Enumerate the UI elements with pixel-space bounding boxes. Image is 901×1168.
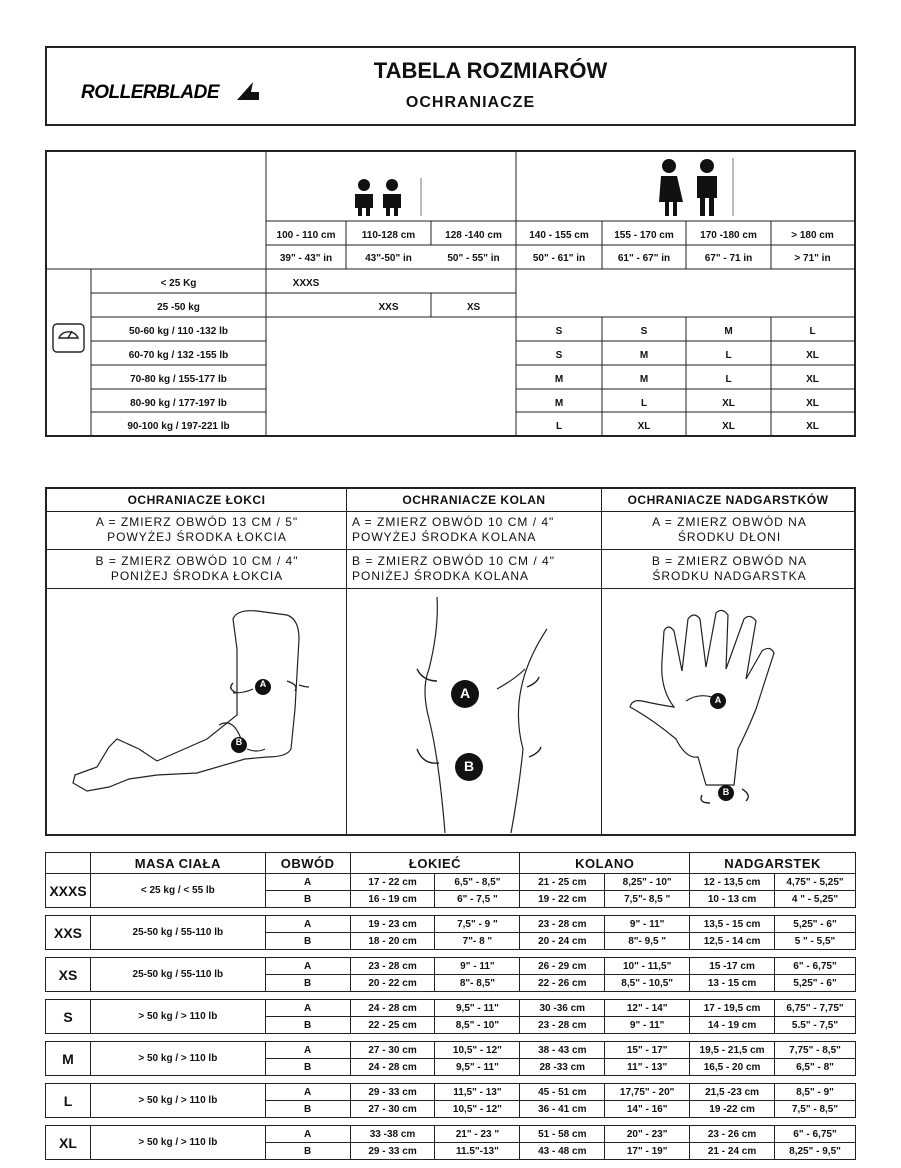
wrist-measure-b: B = ZMIERZ OBWÓD NA ŚRODKU NADGARSTKA [651,554,808,583]
measurement-value: 13,5 - 15 cm [690,916,775,933]
measurement-value: 15 -17 cm [690,958,775,975]
weight-range: > 50 kg / > 110 lb [90,1126,265,1160]
measurement-value: 10" - 11,5" [605,958,690,975]
measurement-value: 8,25" - 10" [605,874,690,891]
measurement-value: 36 - 41 cm [520,1101,605,1118]
weight-label: 70-80 kg / 155-177 lb [130,374,227,385]
measurement-value: 9,5" - 11" [435,1000,520,1017]
measurement-value: 9" - 11" [435,958,520,975]
circumference-label: A [265,874,350,891]
elbow-illustration [47,589,345,833]
weight-range: > 50 kg / > 110 lb [90,1042,265,1076]
weight-label: 25 -50 kg [157,302,200,313]
measurement-value: 8"- 9,5 " [605,933,690,950]
measurement-value: 43 - 48 cm [520,1143,605,1160]
size-cell: S [640,326,648,337]
size-label: M [46,1042,91,1076]
elbow-guard-title: OCHRANIACZE ŁOKCI [127,493,266,507]
measurement-value: 20 - 22 cm [350,975,435,992]
measurement-value: 22 - 26 cm [520,975,605,992]
measurement-value: 10 - 13 cm [690,891,775,908]
kids-height-cm-2: 110-128 cm [361,230,416,241]
measurement-value: 14 - 19 cm [690,1017,775,1034]
row-spacer [46,1034,856,1042]
size-cell: L [725,350,732,361]
adult-height-cm-4: > 180 cm [791,230,834,241]
measurement-value: 9,5" - 11" [435,1059,520,1076]
row-spacer [46,908,856,916]
circumference-label: A [265,1000,350,1017]
size-chart-grid [47,152,854,435]
size-cell: XXS [378,302,399,313]
size-cell: XS [466,302,481,313]
measurement-value: 5 " - 5,5" [775,933,856,950]
measurement-value: 7,5" - 8,5" [775,1101,856,1118]
elbow-measure-a: A = ZMIERZ OBWÓD 13 CM / 5" POWYŻEJ ŚRODKA ŁOKCIA [95,515,299,544]
measurement-value: 30 -36 cm [520,1000,605,1017]
knee-measure-a: A = ZMIERZ OBWÓD 10 CM / 4" POWYŻEJ ŚRODKA KOLANA [352,515,555,544]
circumference-label: B [265,1017,350,1034]
circumference-label: A [265,1084,350,1101]
size-cell: M [724,326,733,337]
measurement-value: 38 - 43 cm [520,1042,605,1059]
adult-height-cm-1: 140 - 155 cm [529,230,589,241]
corner-cell [46,853,91,874]
measurement-value: 4,75" - 5,25" [775,874,856,891]
measurement-value: 11,5" - 13" [435,1084,520,1101]
measurement-value: 17" - 19" [605,1143,690,1160]
children-icon [355,178,421,216]
measurement-value: 27 - 30 cm [350,1042,435,1059]
measurement-value: 7,5" - 9 " [435,916,520,933]
measurement-value: 29 - 33 cm [350,1084,435,1101]
measurement-value: 11.5"-13" [435,1143,520,1160]
measurement-value: 7,75" - 8,5" [775,1042,856,1059]
weight-range: < 25 kg / < 55 lb [90,874,265,908]
col-header-wrist: NADGARSTEK [690,853,856,874]
knee-marker-a: A [459,685,471,701]
measurement-value: 7"- 8 " [435,933,520,950]
measurement-value: 9" - 11" [605,916,690,933]
size-cell: XL [806,350,819,361]
page-subtitle: OCHRANIACZE [405,94,536,111]
knee-marker-b: B [463,758,475,774]
weight-label: < 25 Kg [160,278,197,289]
measurement-value: 29 - 33 cm [350,1143,435,1160]
table-row [46,1000,856,1017]
size-cell: S [555,350,563,361]
measurement-table [45,852,856,1160]
size-cell: M [639,374,649,385]
weight-range: 25-50 kg / 55-110 lb [90,916,265,950]
measurement-value: 23 - 28 cm [350,958,435,975]
measure-guide [45,487,856,836]
kids-height-in-2: 43"-50" in [365,253,412,264]
measurement-value: 19 - 23 cm [350,916,435,933]
wrist-marker-b: B [722,787,730,797]
measurement-value: 6,75" - 7,75" [775,1000,856,1017]
adult-height-in-2: 61" - 67" in [617,253,671,264]
measurement-value: 21" - 23 " [435,1126,520,1143]
measurement-value: 12" - 14" [605,1000,690,1017]
kids-height-cm-3: 128 -140 cm [445,230,502,241]
size-label: XL [46,1126,91,1160]
measurement-value: 5.5" - 7,5" [775,1017,856,1034]
circumference-label: B [265,933,350,950]
col-header-circumference: OBWÓD [265,853,350,874]
circumference-label: B [265,975,350,992]
elbow-marker-a: A [259,679,267,689]
measurement-value: 17,75" - 20" [605,1084,690,1101]
measurement-value: 8,5" - 10,5" [605,975,690,992]
row-spacer [46,992,856,1000]
logo-text: ROLLERBLADE [81,82,220,103]
knee-illustration [347,589,601,833]
table-row [46,958,856,975]
measurement-value: 17 - 19,5 cm [690,1000,775,1017]
weight-label: 50-60 kg / 110 -132 lb [129,326,228,337]
size-cell: M [639,350,649,361]
measurement-value: 19,5 - 21,5 cm [690,1042,775,1059]
circumference-label: B [265,1143,350,1160]
measurement-value: 19 - 22 cm [520,891,605,908]
adult-height-in-3: 67" - 71 in [704,253,753,264]
adult-height-cm-3: 170 -180 cm [700,230,757,241]
measurement-value: 22 - 25 cm [350,1017,435,1034]
measurement-value: 4 " - 5,25" [775,891,856,908]
measurement-value: 27 - 30 cm [350,1101,435,1118]
measurement-value: 8"- 8,5" [435,975,520,992]
circumference-label: B [265,1059,350,1076]
weight-label: 80-90 kg / 177-197 lb [130,398,227,409]
wrist-guard-title: OCHRANIACZE NADGARSTKÓW [627,493,829,507]
measurement-value: 23 - 26 cm [690,1126,775,1143]
measurement-value: 6,5" - 8,5" [435,874,520,891]
measurement-value: 26 - 29 cm [520,958,605,975]
weight-range: 25-50 kg / 55-110 lb [90,958,265,992]
measurement-value: 16,5 - 20 cm [690,1059,775,1076]
table-row [46,1042,856,1059]
measurement-value: 12 - 13,5 cm [690,874,775,891]
measurement-value: 8,5" - 10" [435,1017,520,1034]
measurement-value: 14" - 16" [605,1101,690,1118]
measurement-value: 17 - 22 cm [350,874,435,891]
table-row [46,1126,856,1143]
size-cell: XL [806,398,819,409]
circumference-label: B [265,891,350,908]
size-cell: XL [722,421,735,432]
elbow-marker-b: B [235,737,243,747]
size-cell: S [555,326,563,337]
measurement-value: 21,5 -23 cm [690,1084,775,1101]
size-cell: L [640,398,648,409]
circumference-label: A [265,916,350,933]
circumference-label: A [265,1126,350,1143]
wrist-measure-a: A = ZMIERZ OBWÓD NA ŚRODKU DŁONI [652,515,807,544]
table-row [46,916,856,933]
kids-height-in-1: 39" - 43" in [279,253,333,264]
measurement-value: 23 - 28 cm [520,1017,605,1034]
measurement-value: 23 - 28 cm [520,916,605,933]
size-cell: L [809,326,816,337]
measurement-value: 18 - 20 cm [350,933,435,950]
kids-height-in-3: 50" - 55" in [447,253,500,264]
row-spacer [46,950,856,958]
table-row [46,874,856,891]
measurement-value: 12,5 - 14 cm [690,933,775,950]
size-cell: XL [806,374,819,385]
size-label: S [46,1000,91,1034]
size-cell: XL [806,421,819,432]
wrist-marker-a: A [714,695,722,705]
header-box [45,46,856,126]
measurement-value: 13 - 15 cm [690,975,775,992]
measurement-value: 19 -22 cm [690,1101,775,1118]
size-cell: L [555,421,563,432]
measurement-value: 24 - 28 cm [350,1000,435,1017]
circumference-label: B [265,1101,350,1118]
measurement-value: 20 - 24 cm [520,933,605,950]
circumference-label: A [265,958,350,975]
size-cell: XL [722,398,735,409]
knee-measure-b: B = ZMIERZ OBWÓD 10 CM / 4" PONIŻEJ ŚRODKA KOLANA [352,554,555,583]
size-cell: M [554,398,564,409]
size-cell: M [554,374,564,385]
table-row [46,1084,856,1101]
weight-range: > 50 kg / > 110 lb [90,1000,265,1034]
measurement-value: 21 - 25 cm [520,874,605,891]
measurement-value: 16 - 19 cm [350,891,435,908]
size-cell: XL [637,421,651,432]
size-chart [45,150,856,437]
adult-height-in-1: 50" - 61" in [532,253,586,264]
col-header-elbow: ŁOKIEĆ [350,853,520,874]
size-label: XS [46,958,91,992]
size-label: L [46,1084,91,1118]
row-spacer [46,1076,856,1084]
weight-label: 90-100 kg / 197-221 lb [127,421,230,432]
scale-icon [53,324,84,352]
elbow-measure-b: B = ZMIERZ OBWÓD 10 CM / 4" PONIŻEJ ŚRODKA ŁOKCIA [95,554,299,583]
measurement-body [46,874,856,1160]
page-title: TABELA ROZMIARÓW [373,58,608,83]
kids-height-cm-1: 100 - 110 cm [276,230,336,241]
measurement-value: 8,5" - 9" [775,1084,856,1101]
weight-label: 60-70 kg / 132 -155 lb [128,350,229,361]
size-label: XXXS [46,874,91,908]
circumference-label: A [265,1042,350,1059]
measurement-value: 5,25" - 6" [775,916,856,933]
adult-height-in-4: > 71" in [794,253,831,264]
measurement-value: 6,5" - 8" [775,1059,856,1076]
measurement-value: 51 - 58 cm [520,1126,605,1143]
measurement-value: 6" - 7,5 " [435,891,520,908]
measurement-value: 33 -38 cm [350,1126,435,1143]
measurement-value: 24 - 28 cm [350,1059,435,1076]
size-label: XXS [46,916,91,950]
adult-height-cm-2: 155 - 170 cm [614,230,674,241]
measurement-value: 15" - 17" [605,1042,690,1059]
knee-guard-title: OCHRANIACZE KOLAN [402,493,546,507]
measurement-value: 7,5"- 8,5 " [605,891,690,908]
measurement-value: 10,5" - 12" [435,1042,520,1059]
measurement-value: 20" - 23" [605,1126,690,1143]
adults-icon [659,158,733,216]
measurement-value: 10,5" - 12" [435,1101,520,1118]
col-header-weight: MASA CIAŁA [90,853,265,874]
measurement-value: 28 -33 cm [520,1059,605,1076]
size-cell: XXXS [292,278,320,289]
measurement-value: 9" - 11" [605,1017,690,1034]
measurement-value: 21 - 24 cm [690,1143,775,1160]
measurement-value: 45 - 51 cm [520,1084,605,1101]
row-spacer [46,1118,856,1126]
measurement-value: 8,25" - 9,5" [775,1143,856,1160]
col-header-knee: KOLANO [520,853,690,874]
measurement-value: 5,25" - 6" [775,975,856,992]
weight-range: > 50 kg / > 110 lb [90,1084,265,1118]
measurement-value: 11" - 13" [605,1059,690,1076]
measurement-value: 6" - 6,75" [775,1126,856,1143]
measurement-value: 6" - 6,75" [775,958,856,975]
size-cell: L [725,374,732,385]
